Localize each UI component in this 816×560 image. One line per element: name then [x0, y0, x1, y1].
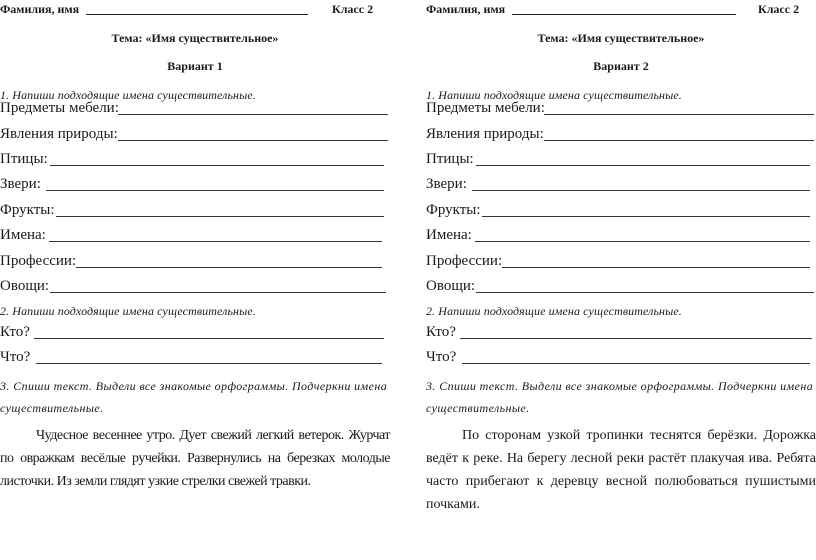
field-label: Овощи:: [426, 278, 476, 294]
copy-text-body: По сторонам узкой тропинки теснятся берёзки. Дорожка ведёт к реке. На берегу лесной реки растёт плакучая ива. Ребята часто прибегают к деревцу весной полюбоваться пушистыми почками.: [426, 428, 816, 512]
copy-text-body: Чудесное весеннее утро. Дует свежий легкий ветерок. Журчат по овражкам весёлые ручейки. Развернулись на березках молодые листочки. Из земли глядят узкие стрелки свежей травки.: [0, 428, 390, 489]
answer-line[interactable]: [460, 338, 812, 339]
field-label: Фрукты:: [426, 202, 481, 218]
answer-line[interactable]: [475, 241, 810, 242]
answer-line[interactable]: [476, 165, 810, 166]
worksheet-variant-1: [0, 0, 390, 560]
task-1-instruction: 1. Напиши подходящие имена существительные.: [0, 88, 256, 102]
answer-line[interactable]: [472, 190, 810, 191]
field-label: Звери:: [0, 176, 41, 192]
answer-line[interactable]: [50, 292, 386, 293]
answer-line[interactable]: [118, 114, 388, 115]
answer-line[interactable]: [34, 338, 384, 339]
header-row: [0, 2, 390, 18]
answer-line[interactable]: [56, 216, 384, 217]
field-label: Фрукты:: [0, 202, 55, 218]
class-label: Класс 2: [758, 2, 800, 16]
field-label: Профессии:: [426, 253, 503, 269]
answer-line[interactable]: [482, 216, 810, 217]
field-label: Что?: [426, 349, 457, 365]
answer-line[interactable]: [118, 140, 388, 141]
answer-line[interactable]: [544, 114, 814, 115]
field-label: Птицы:: [426, 151, 474, 167]
topic-title: Тема: «Имя существительное»: [537, 31, 705, 45]
field-label: Предметы мебели:: [0, 100, 119, 116]
field-label: Имена:: [426, 227, 472, 243]
field-label: Звери:: [426, 176, 467, 192]
name-line[interactable]: [512, 14, 736, 15]
topic-title: Тема: «Имя существительное»: [111, 31, 279, 45]
answer-line[interactable]: [46, 190, 384, 191]
task-2-instruction: 2. Напиши подходящие имена существительные.: [0, 304, 256, 318]
answer-line[interactable]: [544, 140, 814, 141]
field-label: Кто?: [426, 324, 456, 340]
answer-line[interactable]: [462, 363, 810, 364]
worksheet-variant-2: [426, 0, 816, 560]
name-line[interactable]: [86, 14, 308, 15]
class-label: Класс 2: [332, 2, 374, 16]
field-label: Кто?: [0, 324, 30, 340]
answer-line[interactable]: [50, 165, 384, 166]
field-label: Овощи:: [0, 278, 50, 294]
copy-text: [0, 424, 390, 493]
answer-line[interactable]: [476, 292, 814, 293]
field-label: Явления природы:: [0, 126, 118, 142]
variant-title: Вариант 1: [167, 59, 223, 73]
answer-line[interactable]: [36, 363, 382, 364]
field-label: Имена:: [0, 227, 46, 243]
task-3-instruction: 3. Спиши текст. Выдели все знакомые орфограммы. Подчеркни имена существительные.: [426, 379, 814, 415]
answer-line[interactable]: [502, 267, 810, 268]
copy-text: [426, 424, 816, 516]
task-3-instruction: 3. Спиши текст. Выдели все знакомые орфограммы. Подчеркни имена существительные.: [0, 379, 388, 415]
header-row: [426, 2, 816, 18]
name-label: Фамилия, имя: [0, 2, 80, 16]
field-label: Что?: [0, 349, 31, 365]
task-2-instruction: 2. Напиши подходящие имена существительные.: [426, 304, 682, 318]
task-1-instruction: 1. Напиши подходящие имена существительные.: [426, 88, 682, 102]
answer-line[interactable]: [76, 267, 382, 268]
field-label: Явления природы:: [426, 126, 544, 142]
field-label: Профессии:: [0, 253, 77, 269]
field-label: Предметы мебели:: [426, 100, 545, 116]
answer-line[interactable]: [49, 241, 382, 242]
variant-title: Вариант 2: [593, 59, 649, 73]
name-label: Фамилия, имя: [426, 2, 506, 16]
field-label: Птицы:: [0, 151, 48, 167]
